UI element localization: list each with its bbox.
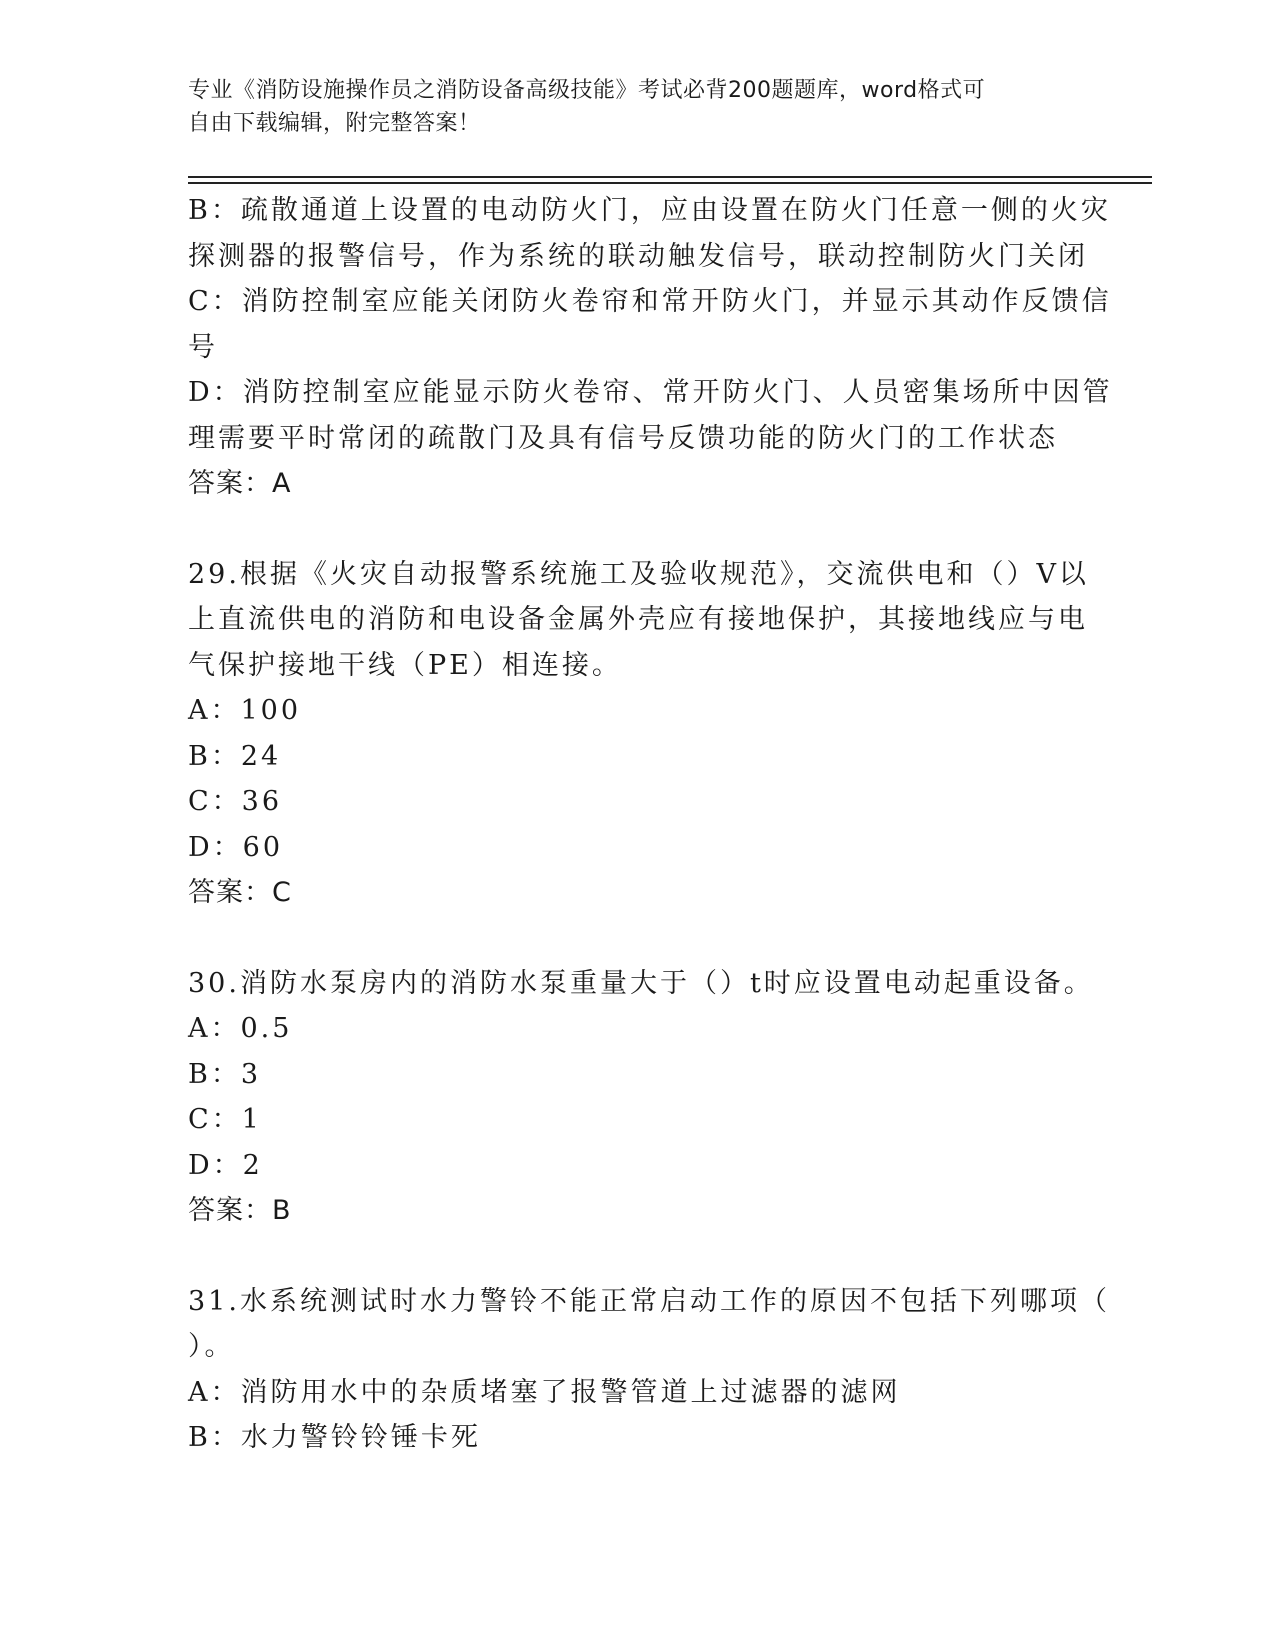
option-b: B：疏散通道上设置的电动防火门，应由设置在防火门任意一侧的火灾 — [188, 195, 1111, 226]
spacer — [188, 507, 1088, 552]
option-a: A：100 — [188, 695, 302, 726]
question-30 — [188, 961, 1094, 1234]
option-d: D：60 — [188, 831, 284, 863]
question-stem-cont: ）。 — [188, 1331, 235, 1362]
question-stem: 29.根据《火灾自动报警系统施工及验收规范》，交流供电和（）V以 — [188, 558, 1089, 590]
option-c: C：消防控制室应能关闭防火卷帘和常开防火门，并显示其动作反馈信 — [188, 286, 1112, 317]
answer: 答案：C — [188, 877, 292, 908]
header-rule-bottom — [188, 182, 1152, 184]
spacer — [188, 1234, 1088, 1279]
option-a: A：消防用水中的杂质堵塞了报警管道上过滤器的滤网 — [188, 1376, 901, 1408]
question-stem-cont: 气保护接地干线（PE）相连接。 — [188, 649, 622, 681]
question-31 — [188, 1279, 1110, 1461]
option-c: C：36 — [188, 786, 283, 817]
question-list — [188, 188, 1113, 1461]
answer: 答案：B — [188, 1195, 292, 1226]
header-rule-top — [188, 176, 1152, 178]
option-d: D：消防控制室应能显示防火卷帘、常开防火门、人员密集场所中因管 — [188, 377, 1113, 408]
question-stem: 30.消防水泵房内的消防水泵重量大于（）t时应设置电动起重设备。 — [188, 967, 1094, 999]
option-b: B：3 — [188, 1058, 262, 1090]
spacer — [188, 916, 1088, 961]
question-stem-cont: 上直流供电的消防和电设备金属外壳应有接地保护，其接地线应与电 — [188, 604, 1088, 635]
option-b: B：水力警铃铃锤卡死 — [188, 1422, 481, 1453]
answer: 答案：A — [188, 468, 292, 499]
option-c: C：1 — [188, 1104, 262, 1135]
option-c-cont: 号 — [188, 331, 218, 363]
option-b-cont: 探测器的报警信号，作为系统的联动触发信号，联动控制防火门关闭 — [188, 240, 1088, 272]
option-b: B：24 — [188, 740, 282, 772]
option-a: A：0.5 — [188, 1013, 293, 1044]
question-stem: 31.水系统测试时水力警铃不能正常启动工作的原因不包括下列哪项（ — [188, 1285, 1110, 1317]
question-29 — [188, 552, 1088, 916]
document-header — [188, 74, 1068, 140]
question-28 — [188, 188, 1113, 507]
header-line-1: 专业《消防设施操作员之消防设备高级技能》考试必背200题题库，word格式可 — [188, 78, 986, 103]
option-d-cont: 理需要平时常闭的疏散门及具有信号反馈功能的防火门的工作状态 — [188, 422, 1058, 454]
option-d: D：2 — [188, 1149, 263, 1181]
header-line-2: 自由下载编辑，附完整答案！ — [188, 111, 481, 136]
